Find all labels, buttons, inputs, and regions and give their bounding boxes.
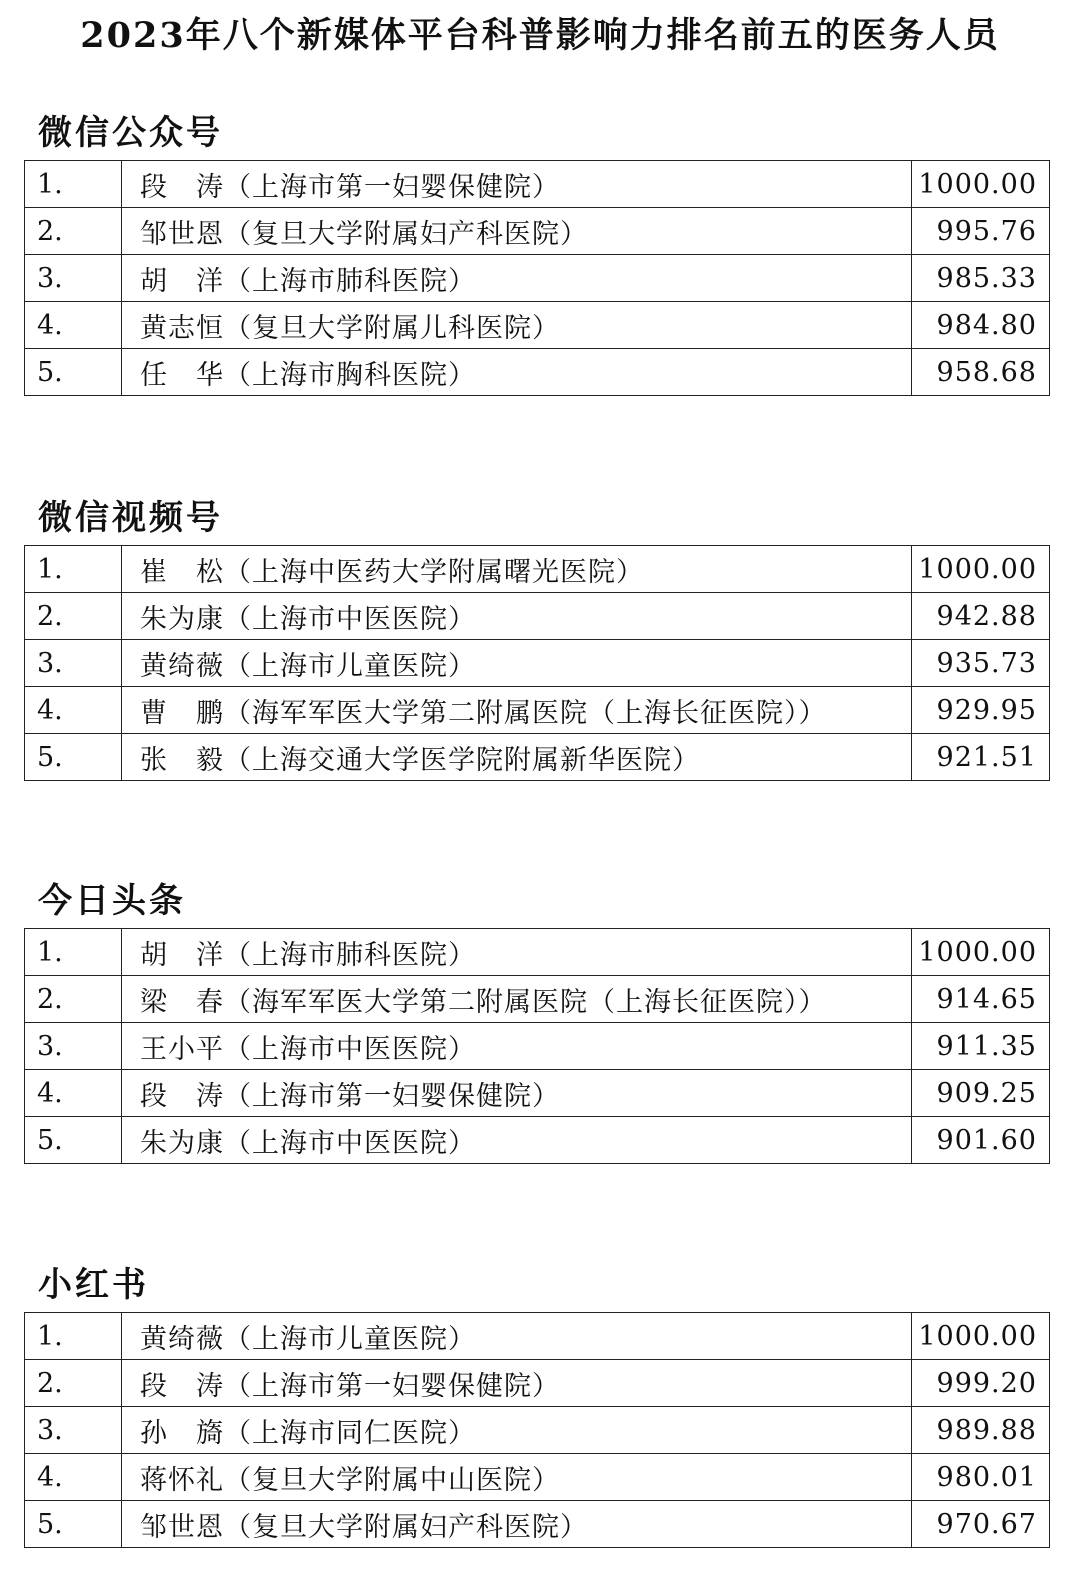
table-row [25,255,1050,302]
table-row [25,1070,1050,1117]
table-row [25,929,1050,976]
score-cell: 1000.00 [912,1313,1050,1360]
score-cell: 958.68 [912,349,1050,396]
score-cell: 984.80 [912,302,1050,349]
rank-cell: 5. [25,349,122,396]
table-row [25,161,1050,208]
score-cell: 921.51 [912,734,1050,781]
table-row [25,1360,1050,1407]
score-cell: 989.88 [912,1407,1050,1454]
score-cell: 911.35 [912,1023,1050,1070]
score-cell: 909.25 [912,1070,1050,1117]
person-cell: 段 涛（上海市第一妇婴保健院） [122,1360,912,1407]
section-title: 微信视频号 [38,498,223,538]
score-cell: 1000.00 [912,546,1050,593]
table-row [25,349,1050,396]
rank-cell: 5. [25,1117,122,1164]
score-cell: 985.33 [912,255,1050,302]
score-cell: 935.73 [912,640,1050,687]
score-cell: 980.01 [912,1454,1050,1501]
person-cell: 黄绮薇（上海市儿童医院） [122,1313,912,1360]
person-cell: 胡 洋（上海市肺科医院） [122,929,912,976]
table-row [25,1454,1050,1501]
score-cell: 1000.00 [912,929,1050,976]
person-cell: 任 华（上海市胸科医院） [122,349,912,396]
table-row [25,1313,1050,1360]
person-cell: 黄志恒（复旦大学附属儿科医院） [122,302,912,349]
section-title: 今日头条 [38,881,186,921]
rank-cell: 3. [25,1023,122,1070]
section-title: 小红书 [38,1265,149,1305]
table-row [25,1407,1050,1454]
section-title: 微信公众号 [38,113,223,153]
person-cell: 朱为康（上海市中医医院） [122,593,912,640]
rank-cell: 2. [25,593,122,640]
person-cell: 孙 旖（上海市同仁医院） [122,1407,912,1454]
rank-cell: 2. [25,208,122,255]
person-cell: 段 涛（上海市第一妇婴保健院） [122,161,912,208]
rank-cell: 3. [25,1407,122,1454]
rank-cell: 2. [25,1360,122,1407]
page-title: 2023年八个新媒体平台科普影响力排名前五的医务人员 [80,15,1000,56]
rank-cell: 4. [25,1454,122,1501]
ranking-table [24,160,1050,396]
rank-cell: 2. [25,976,122,1023]
person-cell: 邹世恩（复旦大学附属妇产科医院） [122,208,912,255]
table-row [25,734,1050,781]
table-row [25,302,1050,349]
person-cell: 崔 松（上海中医药大学附属曙光医院） [122,546,912,593]
rank-cell: 1. [25,1313,122,1360]
table-row [25,593,1050,640]
person-cell: 蒋怀礼（复旦大学附属中山医院） [122,1454,912,1501]
table-row [25,976,1050,1023]
rank-cell: 4. [25,302,122,349]
person-cell: 朱为康（上海市中医医院） [122,1117,912,1164]
table-row [25,687,1050,734]
table-row [25,1501,1050,1548]
ranking-table [24,1312,1050,1548]
table-row [25,640,1050,687]
rank-cell: 1. [25,929,122,976]
rank-cell: 3. [25,255,122,302]
ranking-table [24,928,1050,1164]
table-row [25,546,1050,593]
table-row [25,1023,1050,1070]
person-cell: 曹 鹏（海军军医大学第二附属医院（上海长征医院）） [122,687,912,734]
score-cell: 901.60 [912,1117,1050,1164]
table-row [25,1117,1050,1164]
score-cell: 914.65 [912,976,1050,1023]
table-row [25,208,1050,255]
rank-cell: 5. [25,734,122,781]
rank-cell: 5. [25,1501,122,1548]
person-cell: 王小平（上海市中医医院） [122,1023,912,1070]
person-cell: 黄绮薇（上海市儿童医院） [122,640,912,687]
score-cell: 929.95 [912,687,1050,734]
rank-cell: 1. [25,546,122,593]
score-cell: 999.20 [912,1360,1050,1407]
score-cell: 942.88 [912,593,1050,640]
person-cell: 张 毅（上海交通大学医学院附属新华医院） [122,734,912,781]
rank-cell: 3. [25,640,122,687]
person-cell: 邹世恩（复旦大学附属妇产科医院） [122,1501,912,1548]
score-cell: 995.76 [912,208,1050,255]
rank-cell: 4. [25,687,122,734]
ranking-table [24,545,1050,781]
rank-cell: 4. [25,1070,122,1117]
person-cell: 胡 洋（上海市肺科医院） [122,255,912,302]
person-cell: 梁 春（海军军医大学第二附属医院（上海长征医院）） [122,976,912,1023]
person-cell: 段 涛（上海市第一妇婴保健院） [122,1070,912,1117]
rank-cell: 1. [25,161,122,208]
score-cell: 970.67 [912,1501,1050,1548]
score-cell: 1000.00 [912,161,1050,208]
